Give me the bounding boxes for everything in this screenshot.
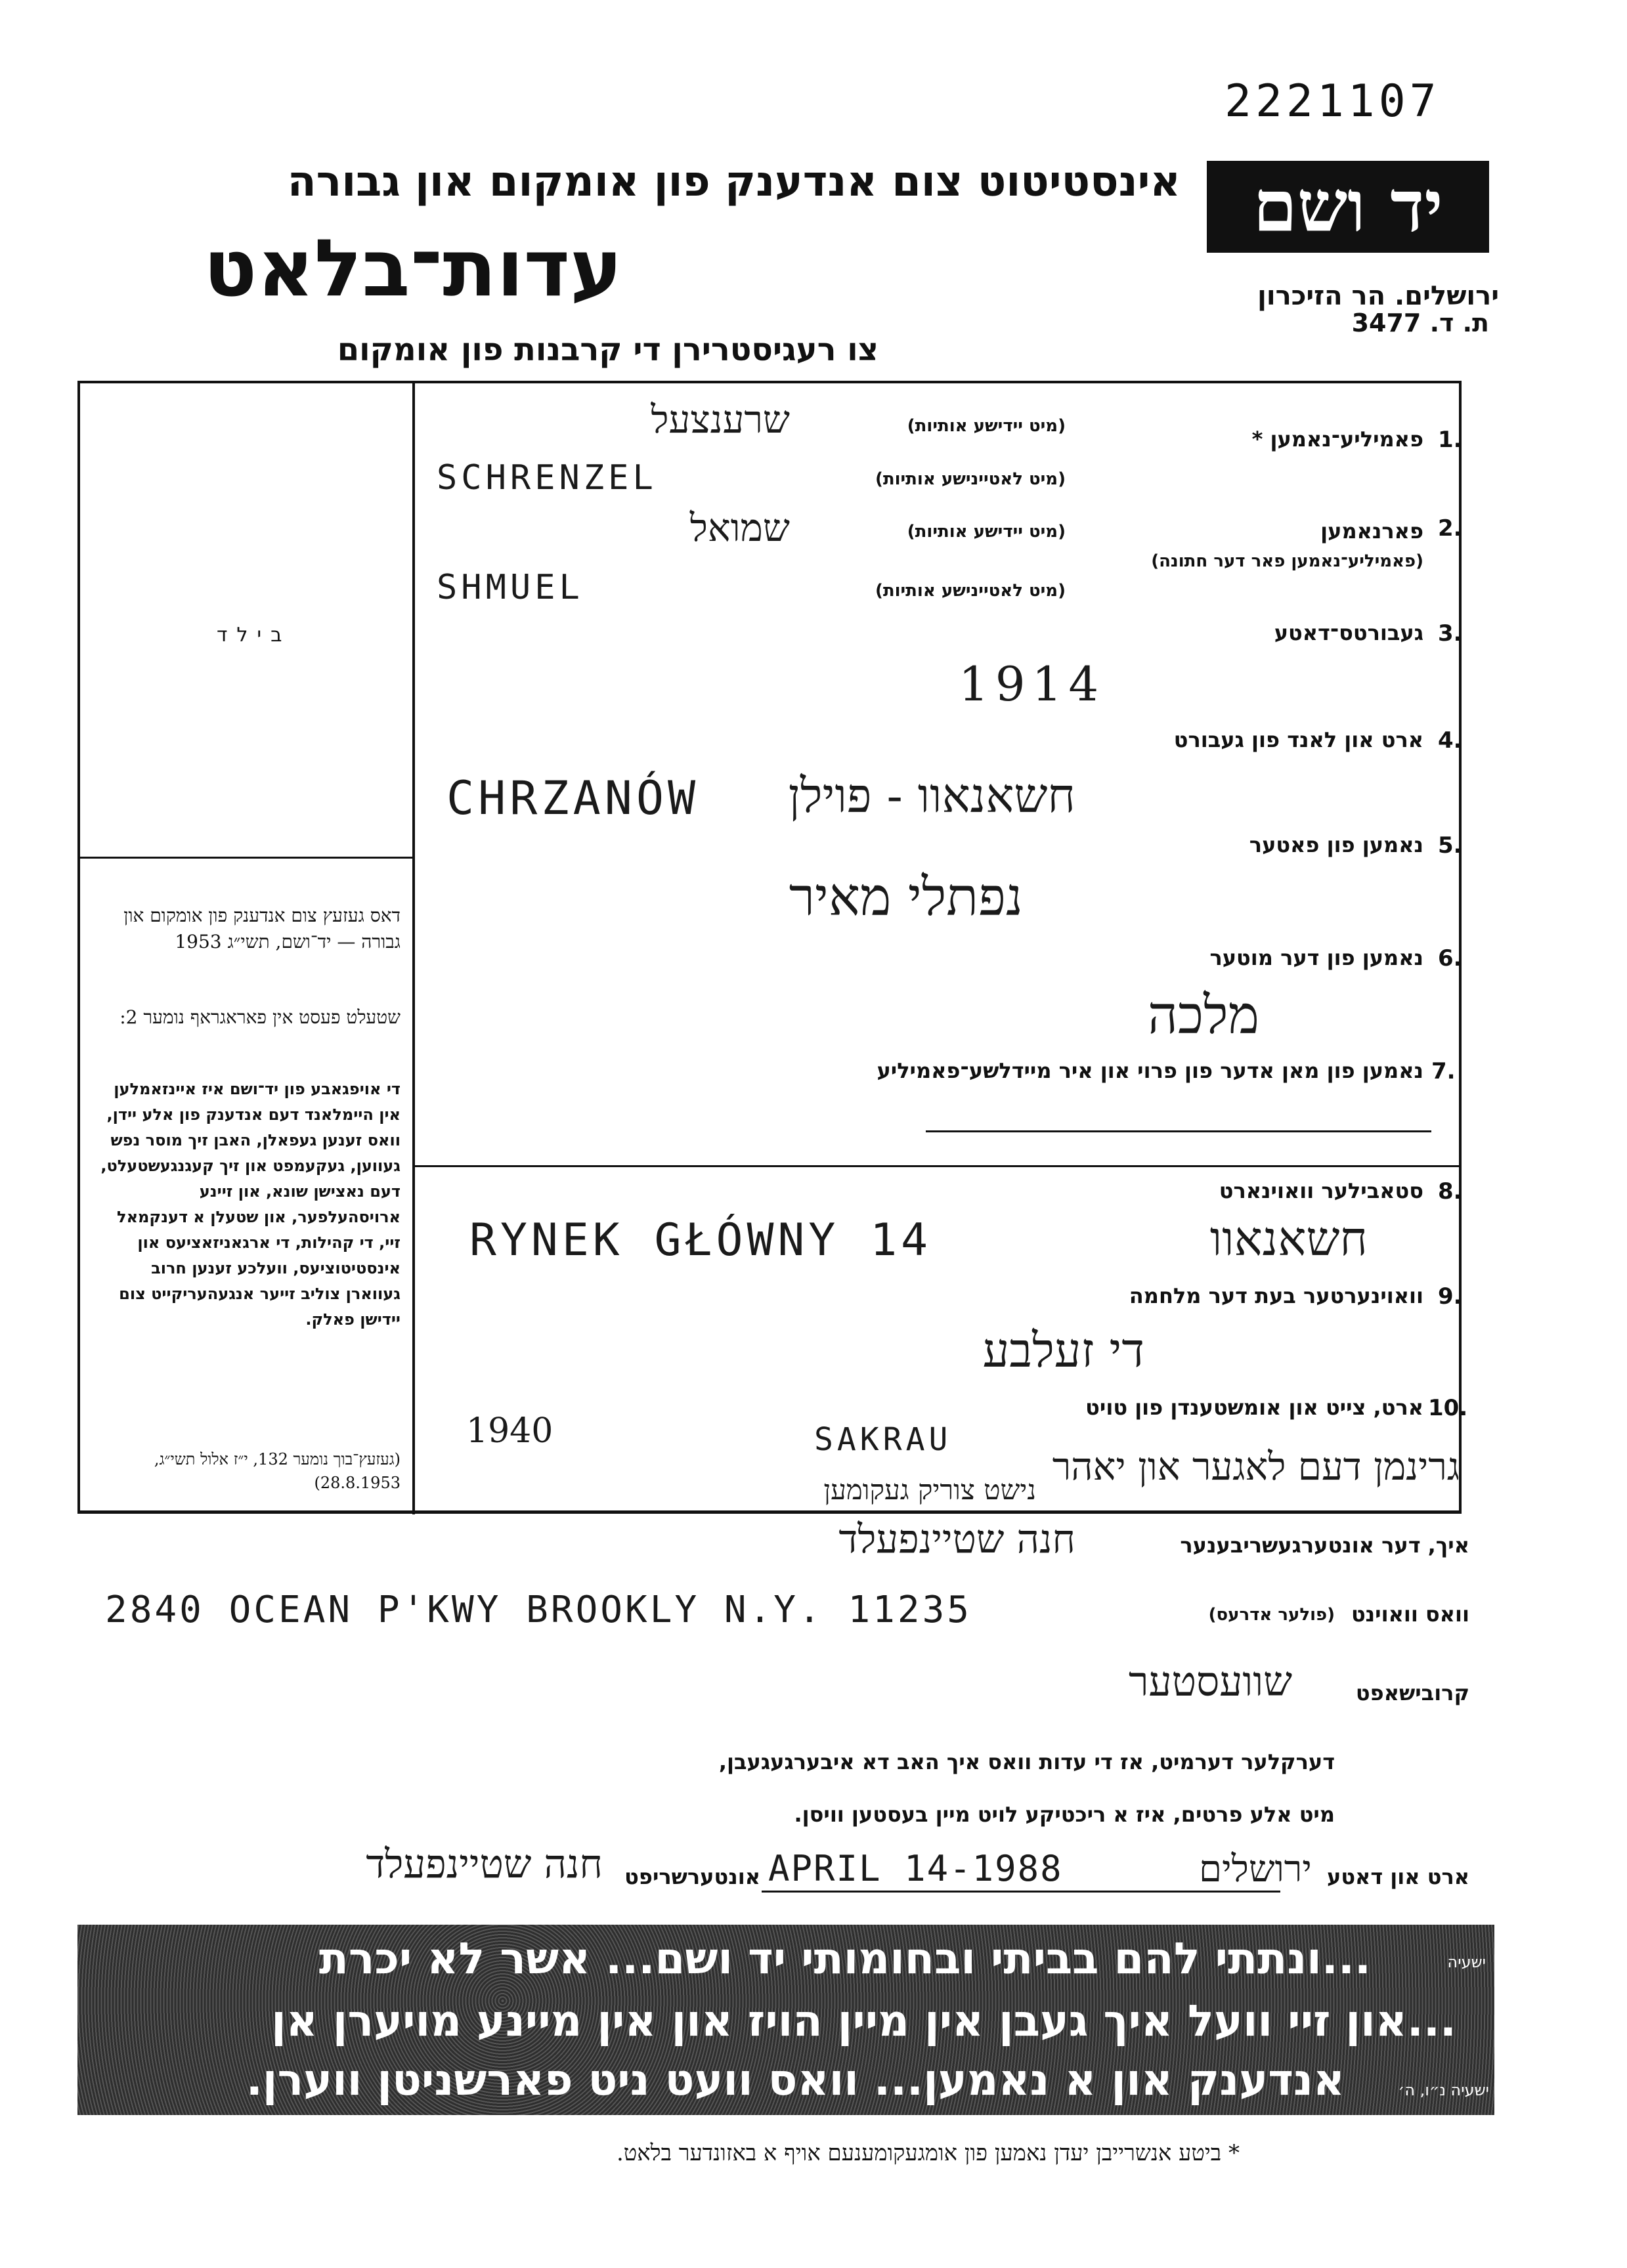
banner-line-1-source: ישעיה	[1447, 1953, 1486, 1971]
field-2-number: 2.	[1438, 515, 1462, 542]
frame-divider-left	[77, 857, 414, 859]
banner-line-1: ...ונתתי להם בביתי ובחומותי יד ושם... אשר לא יכרת	[318, 1933, 1371, 1984]
field-1-label: פאמיליע־נאמען *	[1251, 427, 1423, 452]
field-2-note: (פאמיליע־נאמען פאר דער חתונה)	[1151, 551, 1423, 571]
banner-line-2: ...און זיי וועל איך געבן אין מיין הויז און אין מיינע מויערן אן	[271, 1996, 1456, 2046]
field-10-value-line2[interactable]: נישט צוריק געקומען	[823, 1474, 1036, 1506]
field-1-hint-yiddish: (מיט יידישע אותיות)	[907, 416, 1066, 436]
field-8-value-latin[interactable]: RYNEK GŁÓWNY 14	[469, 1214, 932, 1266]
field-10-number: 10.	[1428, 1395, 1468, 1421]
reporter-address[interactable]: 2840 OCEAN P'KWY BROOKLY N.Y. 11235	[105, 1589, 972, 1631]
field-5-label: נאמען פון פאטער	[1249, 832, 1423, 857]
law-text-2: שטעלט פעסט אין פאראגראף נומער 2:	[119, 1006, 401, 1028]
field-1-number: 1.	[1438, 427, 1462, 453]
field-10-value[interactable]: גרינמן דעם לאגער און יאהר	[1052, 1444, 1460, 1489]
field-3-label: געבורטס־דאטע	[1274, 620, 1423, 645]
relation-label: קרובישאפט	[1355, 1680, 1469, 1705]
field-separator-7	[415, 1165, 1462, 1167]
field-2-hint-latin: (מיט לאטיינישע אותיות)	[875, 581, 1066, 601]
field-6-number: 6.	[1438, 945, 1462, 972]
field-3-value[interactable]: 1914	[959, 656, 1106, 712]
field-2-value-yiddish[interactable]: שמואל	[689, 505, 790, 550]
law-text-4: (געזעץ־בוך נומער 132, י״ז אלול תשי״ג, 28.8.1953)	[154, 1450, 401, 1492]
field-9-label: וואוינערטער בעת דער מלחמה	[1129, 1283, 1423, 1308]
law-text-1: דאס געזעץ צום אנדענק פון אומקום און גבורה — יד־ושם, תשי״ג 1953	[123, 905, 401, 952]
banner-line-3: אנדענק און א נאמען... וואס וועט ניט פארשניטן ווערן.	[246, 2055, 1345, 2105]
law-text-3: די אויפגאבע פון יד־ושם איז איינזאמלען אין היימלאנד דעם אנדענק פון אלע יידן, וואס זענען געפאלן, האבן זיך מוסר נפש געווען, געקעמפט און זיך קעגנגעשטעלט, דעם נאצישן שונא, און זיינע ארויסהעלפער, און שטעלן א דענקמאל זיי, די קהילות, די ארגאניזאציעס און אינסטיטוציעס, וועלכע זענען חרוב געווארן צוליב זייער אנגעהעריקייט צום יידישן פאלק.	[100, 1080, 401, 1329]
field-5-number: 5.	[1438, 832, 1462, 859]
yad-vashem-logo	[1207, 161, 1489, 253]
address-label: וואס וואוינט	[1351, 1602, 1469, 1627]
field-8-number: 8.	[1438, 1178, 1462, 1205]
field-8-value[interactable]: חשאנאוו	[1209, 1211, 1368, 1266]
reporter-name[interactable]: חנה שטיינפעלד	[838, 1516, 1075, 1562]
field-4-value[interactable]: חשאנאוו - פוילן	[788, 768, 1075, 823]
field-8-label: סטאבילער וואוינארט	[1219, 1178, 1423, 1203]
field-6-label: נאמען פון דער מוטער	[1209, 945, 1423, 970]
field-6-value[interactable]: מלכה	[1148, 985, 1259, 1046]
frame-divider-bottom	[77, 1511, 1462, 1514]
date-underline	[762, 1891, 1280, 1893]
field-7-number: 7.	[1431, 1058, 1456, 1084]
field-9-number: 9.	[1438, 1283, 1462, 1310]
field-4-label: ארט און לאנד פון געבורט	[1173, 727, 1423, 752]
address-hint: (פולער אדרעס)	[1208, 1605, 1335, 1625]
field-2-label: פארנאמען	[1320, 519, 1423, 544]
banner-line-3-source: ישעיה נ״ו, ה׳	[1398, 2081, 1489, 2099]
reporter-label: איך, דער אונטערגעשריבענער	[1180, 1533, 1469, 1558]
reporter-relation[interactable]: שוועסטער	[1129, 1658, 1292, 1705]
field-3-number: 3.	[1438, 620, 1462, 647]
field-7-label: נאמען פון מאן אדער פון פרוי און איר מיידלשע־פאמיליע	[877, 1058, 1423, 1083]
address-line-1: ירושלים. הר הזיכרון	[1257, 281, 1499, 311]
page-title: עדות־בלאט	[203, 223, 622, 314]
field-4-number: 4.	[1438, 727, 1462, 754]
field-9-value[interactable]: די זעלבע	[982, 1323, 1144, 1378]
institute-name: אינסטיטוט צום אנדענק פון אומקום און גבורה	[287, 158, 1181, 206]
place-value[interactable]: ירושלים	[1199, 1848, 1312, 1891]
field-10-label: ארט, צייט און אומשטענדן פון טויט	[1085, 1395, 1423, 1420]
field-5-value[interactable]: נפתלי מאיר	[789, 867, 1023, 928]
field-1-value-latin[interactable]: SCHRENZEL	[437, 458, 657, 498]
place-date-label: ארט און דאטע	[1327, 1864, 1469, 1889]
field-7-underline	[926, 1130, 1431, 1132]
footnote: * ביטע אנשרייבן יעדן נאמען פון אומגעקומענעם אויף א באזונדער בלאט.	[616, 2140, 1240, 2166]
field-10-year[interactable]: 1940	[466, 1411, 553, 1451]
logo-text: יד ושם	[1253, 165, 1443, 248]
field-1-value-yiddish[interactable]: שרענצעל	[651, 397, 790, 442]
declaration-line-1: דערקלער דערמיט, אז די עדות וואס איך האב דא איבערגעגעבן,	[718, 1749, 1335, 1774]
field-1-hint-latin: (מיט לאטיינישע אותיות)	[875, 469, 1066, 489]
field-2-value-latin[interactable]: SHMUEL	[437, 568, 584, 607]
signature-value[interactable]: חנה שטיינפעלד	[366, 1841, 603, 1887]
declaration-line-2: מיט אלע פרטים, איז א ריכטיקע לויט מיין בעסטען וויסן.	[794, 1802, 1335, 1827]
photo-label: בילד	[217, 624, 292, 647]
date-value[interactable]: APRIL 14-1988	[768, 1848, 1063, 1889]
address-line-2: ת. ד. 3477	[1351, 309, 1489, 337]
page-subtitle: צו רעגיסטרירן די קרבנות פון אומקום	[337, 332, 879, 368]
field-4-value-latin[interactable]: CHRZANÓW	[446, 771, 700, 825]
document-number: 2221107	[1225, 75, 1441, 127]
signature-label: אונטערשריפט	[624, 1864, 760, 1889]
frame-divider-vertical	[412, 382, 415, 1514]
field-2-hint-yiddish: (מיט יידישע אותיות)	[907, 522, 1066, 542]
field-10-place[interactable]: SAKRAU	[814, 1421, 952, 1458]
